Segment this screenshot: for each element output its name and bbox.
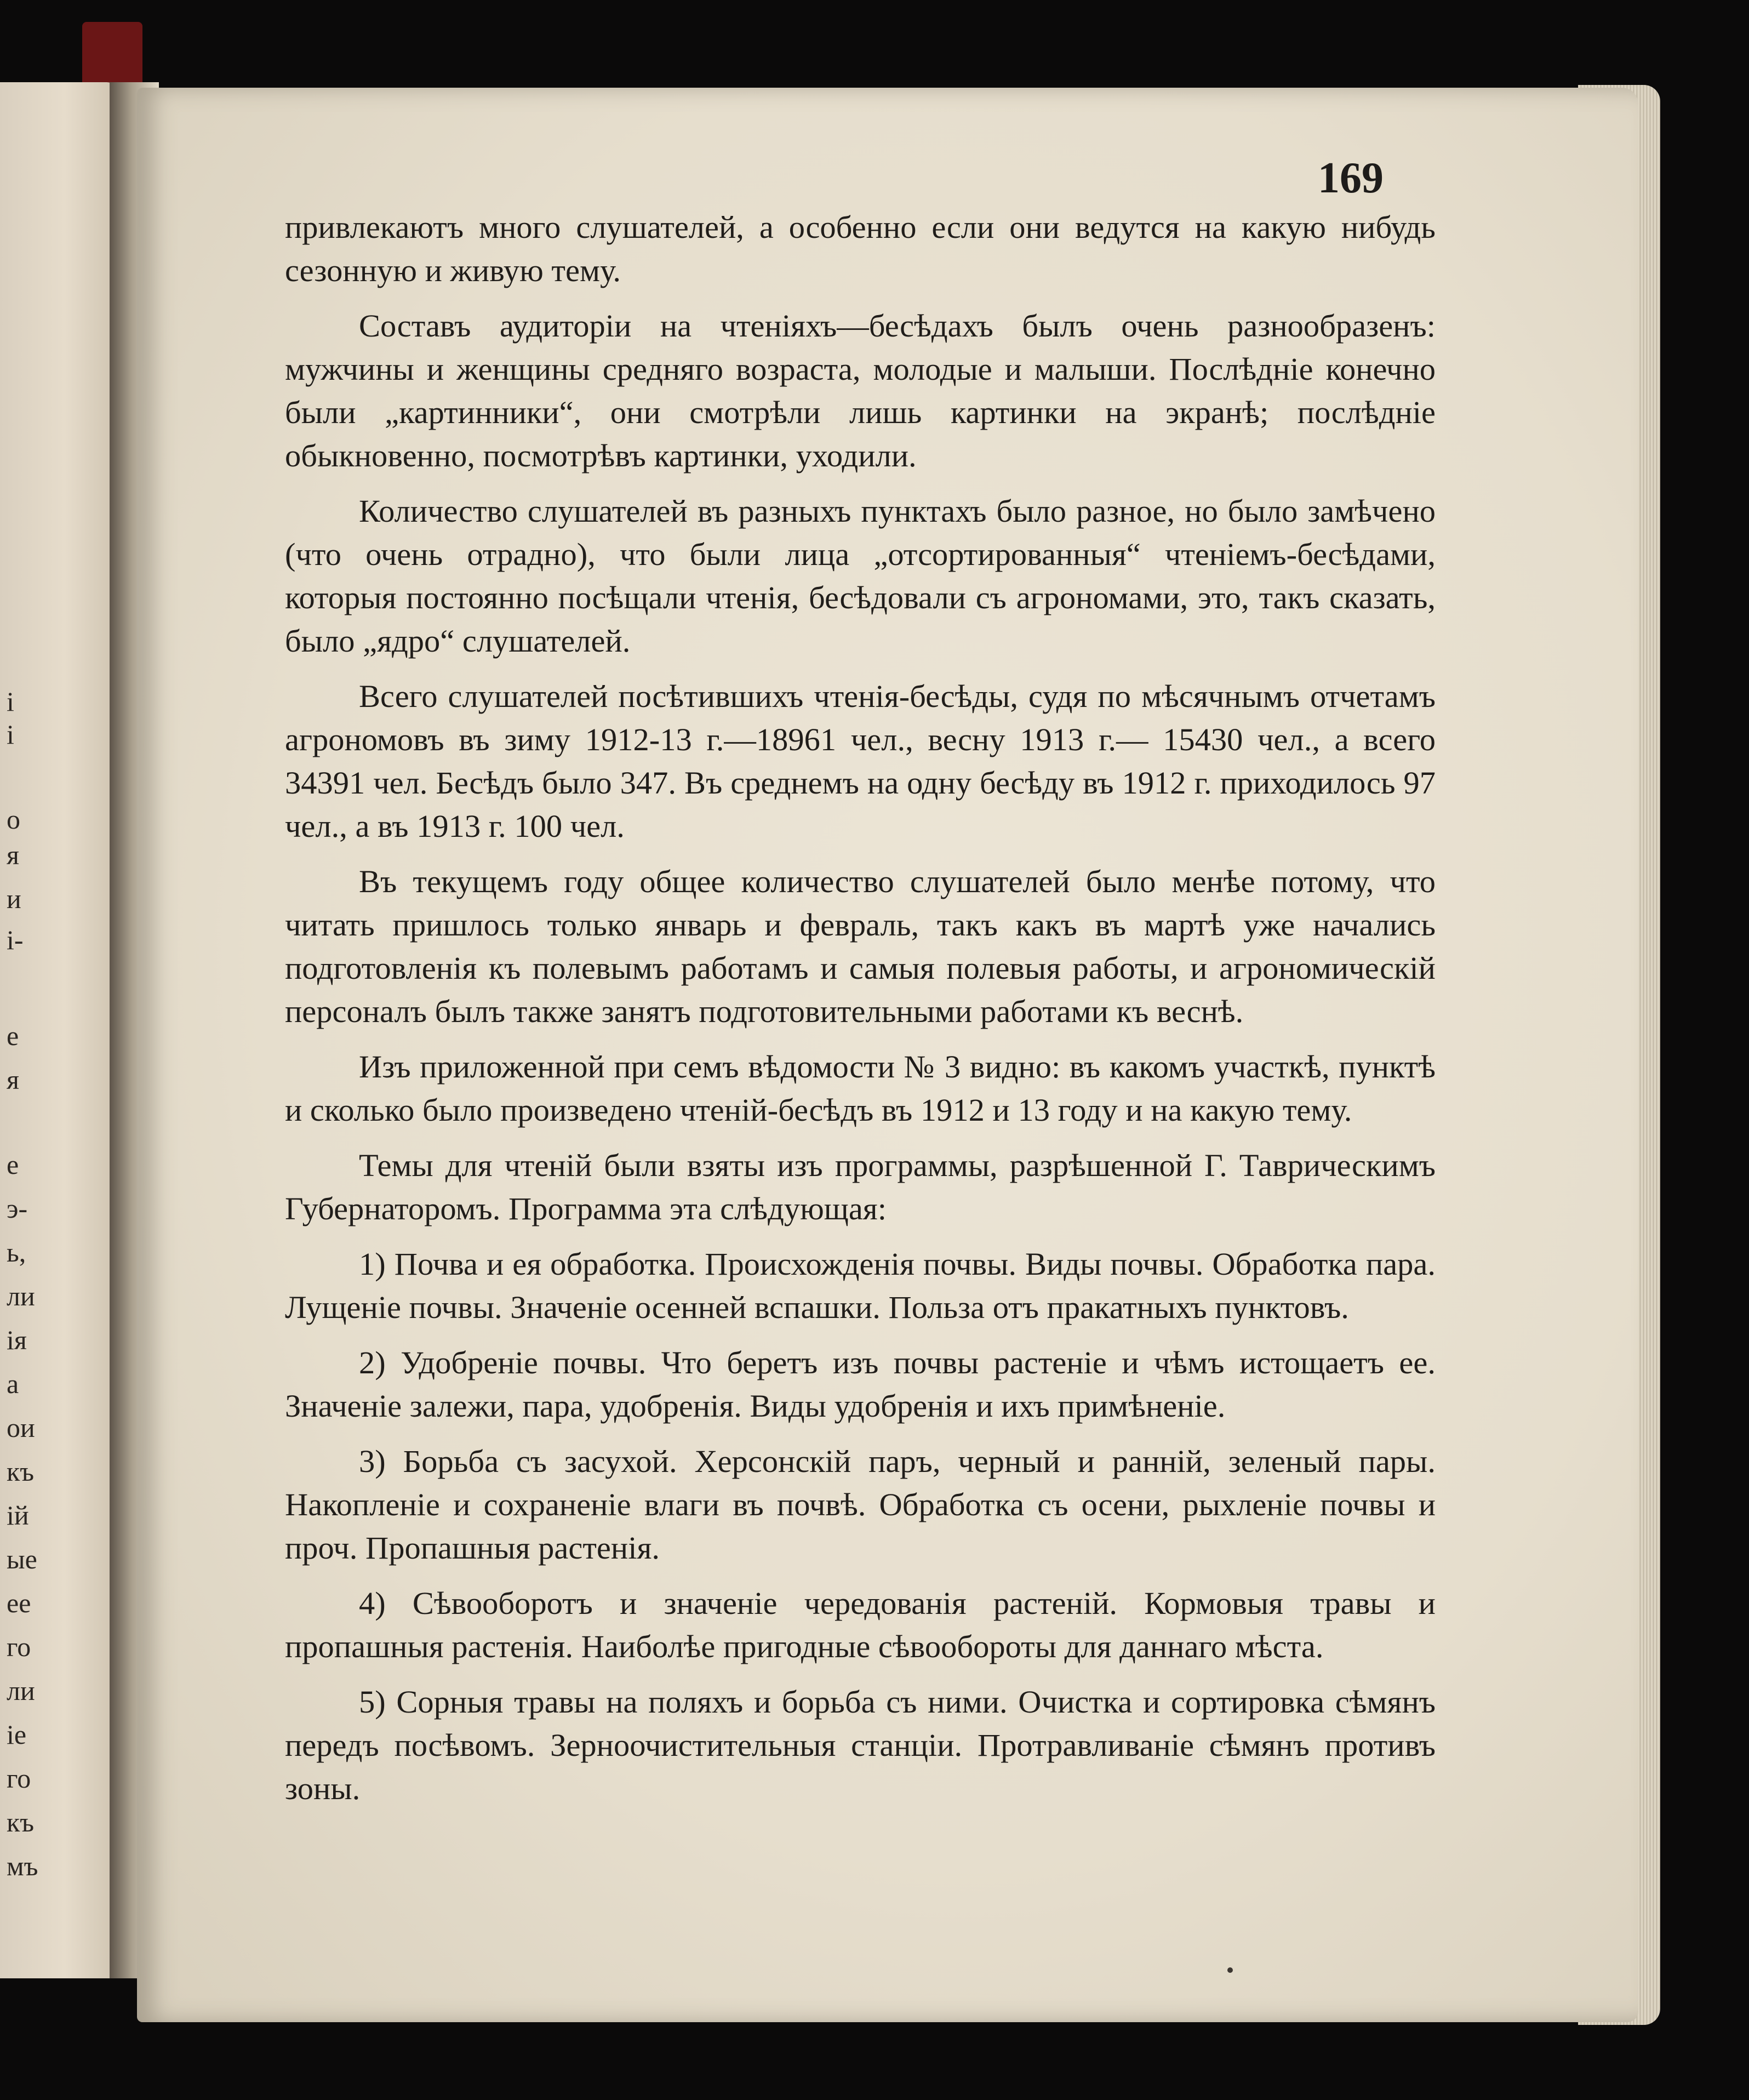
left-page-fragment: ія xyxy=(7,1325,27,1355)
paragraph: Количество слушателей въ разныхъ пунктахъ было разное, но было замѣчено (что очень отрадно), что были лица „отсортированныя“ чтеніемъ-бесѣдами, которыя постоянно посѣщали чтенія, бесѣдовали съ агрономами, это, такъ сказать, было „ядро“ слушателей. xyxy=(285,493,1436,659)
paragraph: Въ текущемъ году общее количество слушателей было менѣе потому, что читать пришлось только январь и февраль, такъ какъ въ мартѣ уже начались подготовленія къ полевымъ работамъ и самыя полевыя работы, и агрономическій персоналъ былъ также занятъ подготовительными работами къ веснѣ. xyxy=(285,864,1436,1029)
paragraph: привлекаютъ много слушателей, а особенно если они ведутся на какую нибудь сезонную и живую тему. xyxy=(285,209,1436,288)
left-page-fragment: я xyxy=(7,1064,19,1095)
left-page-fragment: іе xyxy=(7,1719,27,1750)
paragraph: Темы для чтеній были взяты изъ программы, разрѣшенной Г. Таврическимъ Губернаторомъ. Программа эта слѣдующая: xyxy=(285,1148,1436,1226)
left-page-fragment: э- xyxy=(7,1193,28,1224)
page-number: 169 xyxy=(1318,154,1384,202)
book-cover-edge xyxy=(82,22,142,88)
left-page-fragment: ли xyxy=(7,1675,35,1706)
left-page-fragment: ли xyxy=(7,1281,35,1311)
list-item: 1) Почва и ея обработка. Происхожденія почвы. Виды почвы. Обработка пара. Лущеніе почвы. Значеніе осенней вспашки. Польза отъ пракатныхъ пунктовъ. xyxy=(285,1246,1436,1325)
left-page xyxy=(0,82,118,1978)
page-text xyxy=(285,206,1436,1822)
left-page-fragment: ые xyxy=(7,1544,37,1574)
left-page-fragment: і xyxy=(7,686,14,717)
left-page-fragment: ій xyxy=(7,1500,29,1531)
left-page-fragment: и xyxy=(7,883,21,914)
paragraph: Составъ аудиторіи на чтеніяхъ—бесѣдахъ былъ очень разнообразенъ: мужчины и женщины средняго возраста, молодые и малыши. Послѣдніе конечно были „картинники“, они смотрѣли лишь картинки на экранѣ; послѣдніе обыкновенно, посмотрѣвъ картинки, уходили. xyxy=(285,308,1436,473)
list-item: 2) Удобреніе почвы. Что беретъ изъ почвы растеніе и чѣмъ истощаетъ ее. Значеніе залежи, пара, удобренія. Виды удобренія и ихъ примѣненіе. xyxy=(285,1345,1436,1424)
left-page-fragment: е xyxy=(7,1020,19,1051)
right-page xyxy=(137,88,1638,2022)
left-page-fragment: ь, xyxy=(7,1237,26,1268)
paragraph: Изъ приложенной при семъ вѣдомости № 3 видно: въ какомъ участкѣ, пунктѣ и сколько было произведено чтеній-бесѣдъ въ 1912 и 13 году и на какую тему. xyxy=(285,1049,1436,1128)
left-page-fragment: і- xyxy=(7,925,24,955)
list-item: 4) Сѣвооборотъ и значеніе чередованія растеній. Кормовыя травы и пропашныя растенія. Наиболѣе пригодные сѣвообороты для даннаго мѣста. xyxy=(285,1585,1436,1664)
left-page-fragment: і xyxy=(7,719,14,750)
left-page-fragment: е xyxy=(7,1149,19,1180)
list-item: 3) Борьба съ засухой. Херсонскій паръ, черный и ранній, зеленый пары. Накопленіе и сохраненіе влаги въ почвѣ. Обработка съ осени, рыхленіе почвы и проч. Пропашныя растенія. xyxy=(285,1443,1436,1566)
left-page-fragment: ои xyxy=(7,1412,35,1443)
ink-speck xyxy=(1227,1967,1233,1973)
left-page-fragment: о xyxy=(7,804,20,835)
left-page-fragment: къ xyxy=(7,1456,35,1487)
left-page-fragment: я xyxy=(7,840,19,870)
left-page-fragment: го xyxy=(7,1631,31,1662)
left-page-fragment: ее xyxy=(7,1588,31,1618)
list-item: 5) Сорныя травы на поляхъ и борьба съ ними. Очистка и сортировка сѣмянъ передъ посѣвомъ. Зерноочистительныя станціи. Протравливаніе сѣмянъ противъ зоны. xyxy=(285,1684,1436,1806)
paragraph: Всего слушателей посѣтившихъ чтенія-бесѣды, судя по мѣсячнымъ отчетамъ агрономовъ въ зиму 1912-13 г.—18961 чел., весну 1913 г.— 15430 чел., а всего 34391 чел. Бесѣдъ было 347. Въ среднемъ на одну бесѣду въ 1912 г. приходилось 97 чел., а въ 1913 г. 100 чел. xyxy=(285,678,1436,844)
left-page-fragment: а xyxy=(7,1368,19,1399)
left-page-fragment: къ xyxy=(7,1807,35,1837)
left-page-fragment: го xyxy=(7,1763,31,1794)
left-page-fragment: мъ xyxy=(7,1851,38,1881)
